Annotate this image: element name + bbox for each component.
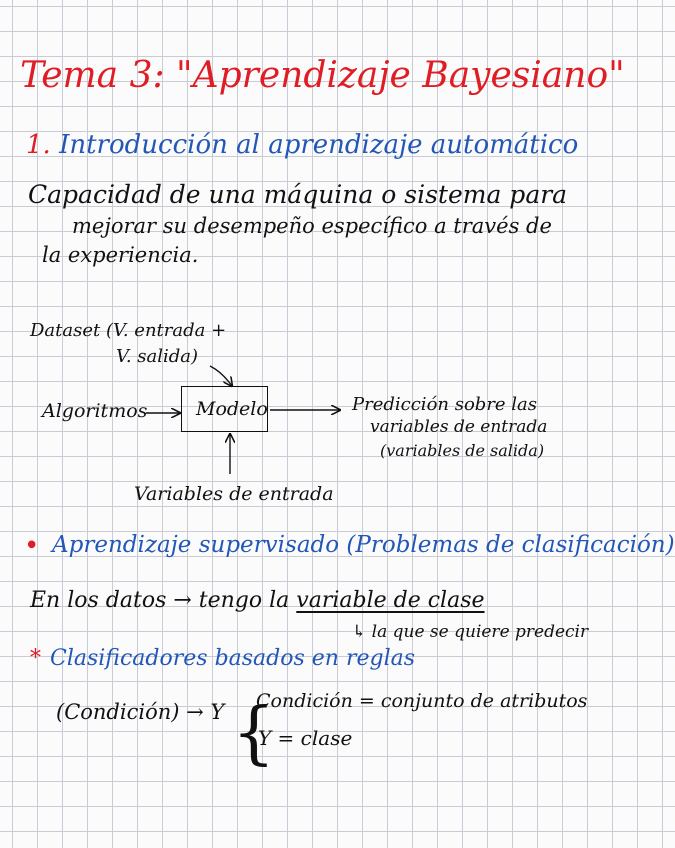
section-title-text: Introducción al aprendizaje automático <box>50 130 579 160</box>
dataset-to-modelo-arrow <box>210 366 232 386</box>
definition-line-2: mejorar su desempeño específico a través de <box>72 214 552 238</box>
diagram-variables-entrada-label: Variables de entrada <box>134 483 334 505</box>
regla-condicion: Condición = conjunto de atributos <box>256 690 588 712</box>
diagram-modelo-label: Modelo <box>196 398 268 420</box>
regla-brace: { <box>232 694 276 773</box>
diagram-dataset-label-2: V. salida) <box>116 346 199 367</box>
diagram-prediccion-label-1: Predicción sobre las <box>352 394 538 415</box>
diagram-prediccion-label-2: variables de entrada <box>370 417 548 437</box>
clasificadores-heading: Clasificadores basados en reglas <box>50 646 416 671</box>
supervisado-heading: Aprendizaje supervisado (Problemas de clasificación) <box>52 532 675 558</box>
page-title: Tema 3: "Aprendizaje Bayesiano" <box>20 55 625 96</box>
regla-clase: Y = clase <box>258 726 353 750</box>
clase-note: ↳ la que se quiere predecir <box>352 622 589 642</box>
variable-de-clase: variable de clase <box>296 588 485 613</box>
clasificadores-bullet: * <box>30 646 41 671</box>
diagram-dataset-label-1: Dataset (V. entrada + <box>30 320 227 341</box>
definition-line-1: Capacidad de una máquina o sistema para <box>28 180 568 209</box>
diagram-algoritmos-label: Algoritmos <box>42 400 148 422</box>
datos-line <box>30 590 485 612</box>
section-number-text: 1. <box>26 130 51 160</box>
supervisado-bullet: • <box>24 531 40 561</box>
datos-line-prefix: En los datos → tengo la <box>30 588 290 613</box>
regla-left: (Condición) → Y <box>56 700 225 724</box>
diagram-prediccion-label-3: (variables de salida) <box>380 441 545 460</box>
definition-line-3: la experiencia. <box>42 243 199 267</box>
